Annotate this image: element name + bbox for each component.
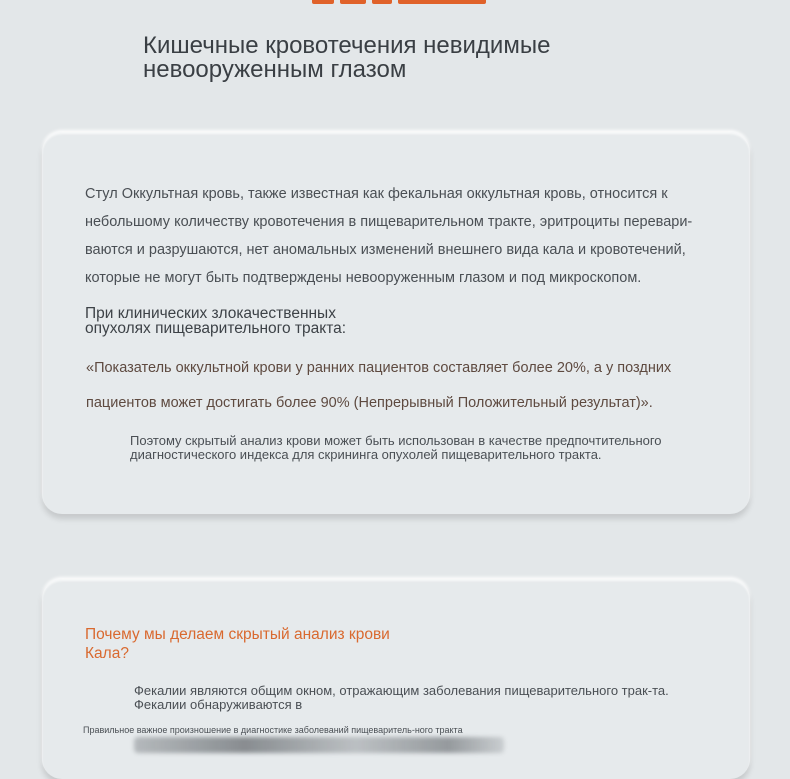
small-caption: Правильное важное произношение в диагностике заболеваний пищеваритель-ного тракта <box>83 725 463 735</box>
info-card-occult-blood <box>42 132 750 514</box>
info-card-why-test <box>42 579 750 779</box>
statistic-quote: «Показатель оккультной крови у ранних пациентов составляет более 20%, а у поздних пациентов может достигать более 90% (Непрерывный Положительный результат)». <box>86 360 672 411</box>
page-title: Кишечные кровотечения невидимые невооруженным глазом <box>143 32 551 83</box>
clinical-subheading: При клинических злокачественных опухолях пищеварительного тракта: <box>85 305 347 337</box>
why-test-paragraph: Фекалии являются общим окном, отражающим заболевания пищеварительного трак-та. Фекалии обнаруживаются в <box>134 683 669 712</box>
blurred-image-strip <box>134 737 504 753</box>
screening-note: Поэтому скрытый анализ крови может быть использован в качестве предпочтительного диагностического индекса для скрининга опухолей пищеварительного тракта. <box>130 433 662 462</box>
why-test-heading: Почему мы делаем скрытый анализ крови Кала? <box>85 626 390 662</box>
intro-paragraph: Стул Оккультная кровь, также известная как фекальная оккультная кровь, относится к небольшому количеству кровотечения в пищеварительном тракте, эритроциты перевари-ваются и разрушаются, нет аномальных изменений внешнего вида кала и кровотечений, которые не могут быть подтверждены невооруженным глазом и под микроскопом. <box>85 186 693 286</box>
brand-logo-fragment <box>310 0 488 5</box>
